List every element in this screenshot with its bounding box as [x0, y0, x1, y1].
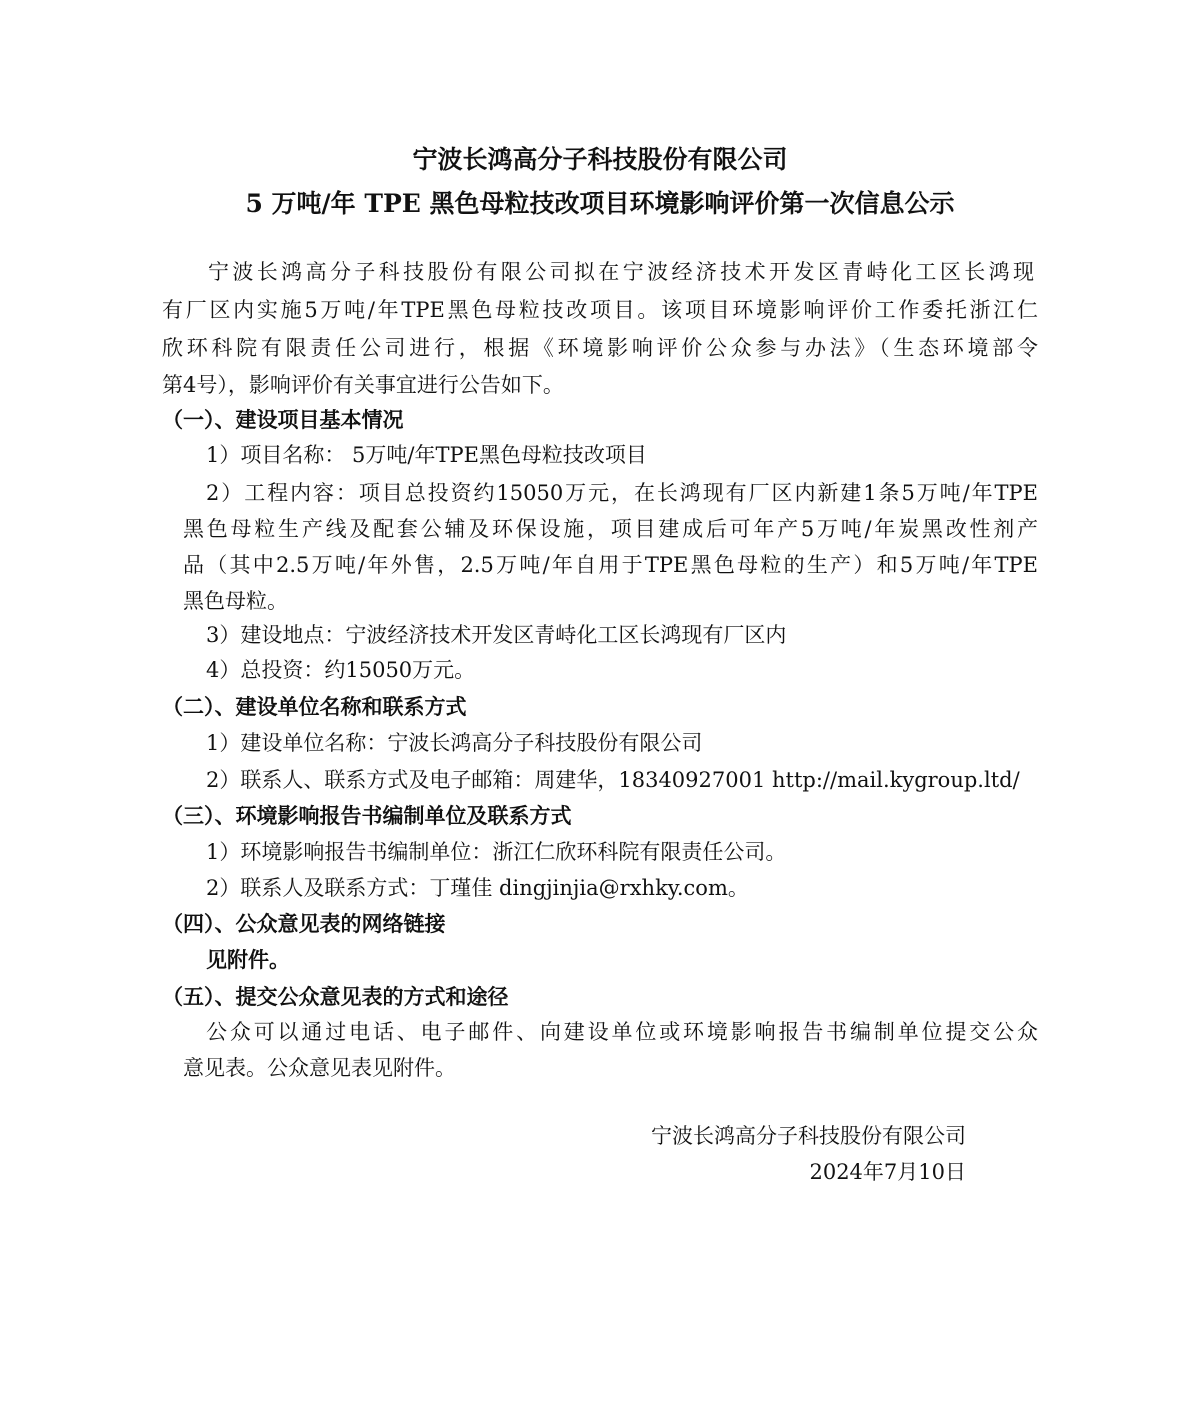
project-name-item: 1）项目名称： 5万吨/年TPE黑色母粒技改项目: [206, 443, 647, 467]
section-heading-3: （三）、环境影响报告书编制单位及联系方式: [162, 803, 572, 828]
section-heading-1: （一）、建设项目基本情况: [162, 407, 404, 432]
construction-unit-item: 1）建设单位名称：宁波长鸿高分子科技股份有限公司: [206, 731, 703, 755]
signature-company: 宁波长鸿高分子科技股份有限公司: [651, 1124, 966, 1148]
project-location-item: 3）建设地点：宁波经济技术开发区青峙化工区长鸿现有厂区内: [206, 623, 787, 647]
project-content-line: 品（其中2.5万吨/年外售，2.5万吨/年自用于TPE黑色母粒的生产）和5万吨/年TPE: [183, 553, 1038, 577]
intro-line: 有厂区内实施5万吨/年TPE黑色母粒技改项目。该项目环境影响评价工作委托浙江仁: [162, 298, 1038, 322]
intro-line: 第4号），影响评价有关事宜进行公告如下。: [162, 373, 564, 397]
submission-body-line: 公众可以通过电话、电子邮件、向建设单位或环境影响报告书编制单位提交公众: [206, 1020, 1038, 1044]
project-content-line: 黑色母粒生产线及配套公辅及环保设施，项目建成后可年产5万吨/年炭黑改性剂产: [183, 517, 1038, 541]
project-content-line: 黑色母粒。: [183, 589, 288, 613]
signature-date: 2024年7月10日: [809, 1160, 966, 1184]
section-heading-2: （二）、建设单位名称和联系方式: [162, 694, 467, 719]
report-unit-item: 1）环境影响报告书编制单位：浙江仁欣环科院有限责任公司。: [206, 840, 787, 864]
intro-line: 欣环科院有限责任公司进行，根据《环境影响评价公众参与办法》（生态环境部令: [162, 336, 1038, 360]
submission-body-line: 意见表。公众意见表见附件。: [183, 1056, 456, 1080]
construction-contact-item: 2）联系人、联系方式及电子邮箱：周建华，18340927001 http://mail.kygroup.ltd/: [206, 768, 1020, 792]
total-investment-item: 4）总投资：约15050万元。: [206, 658, 476, 682]
project-content-line: 2）工程内容：项目总投资约15050万元，在长鸿现有厂区内新建1条5万吨/年TPE: [206, 481, 1038, 505]
report-contact-item: 2）联系人及联系方式：丁瑾佳 dingjinjia@rxhky.com。: [206, 876, 749, 900]
attachment-note: 见附件。: [206, 947, 290, 972]
intro-line: 宁波长鸿高分子科技股份有限公司拟在宁波经济技术开发区青峙化工区长鸿现: [208, 260, 1034, 284]
document-title-line1: 宁波长鸿高分子科技股份有限公司: [412, 145, 788, 174]
section-heading-4: （四）、公众意见表的网络链接: [162, 911, 446, 936]
section-heading-5: （五）、提交公众意见表的方式和途径: [162, 984, 509, 1009]
document-title-line2: 5 万吨/年 TPE 黑色母粒技改项目环境影响评价第一次信息公示: [245, 189, 955, 218]
